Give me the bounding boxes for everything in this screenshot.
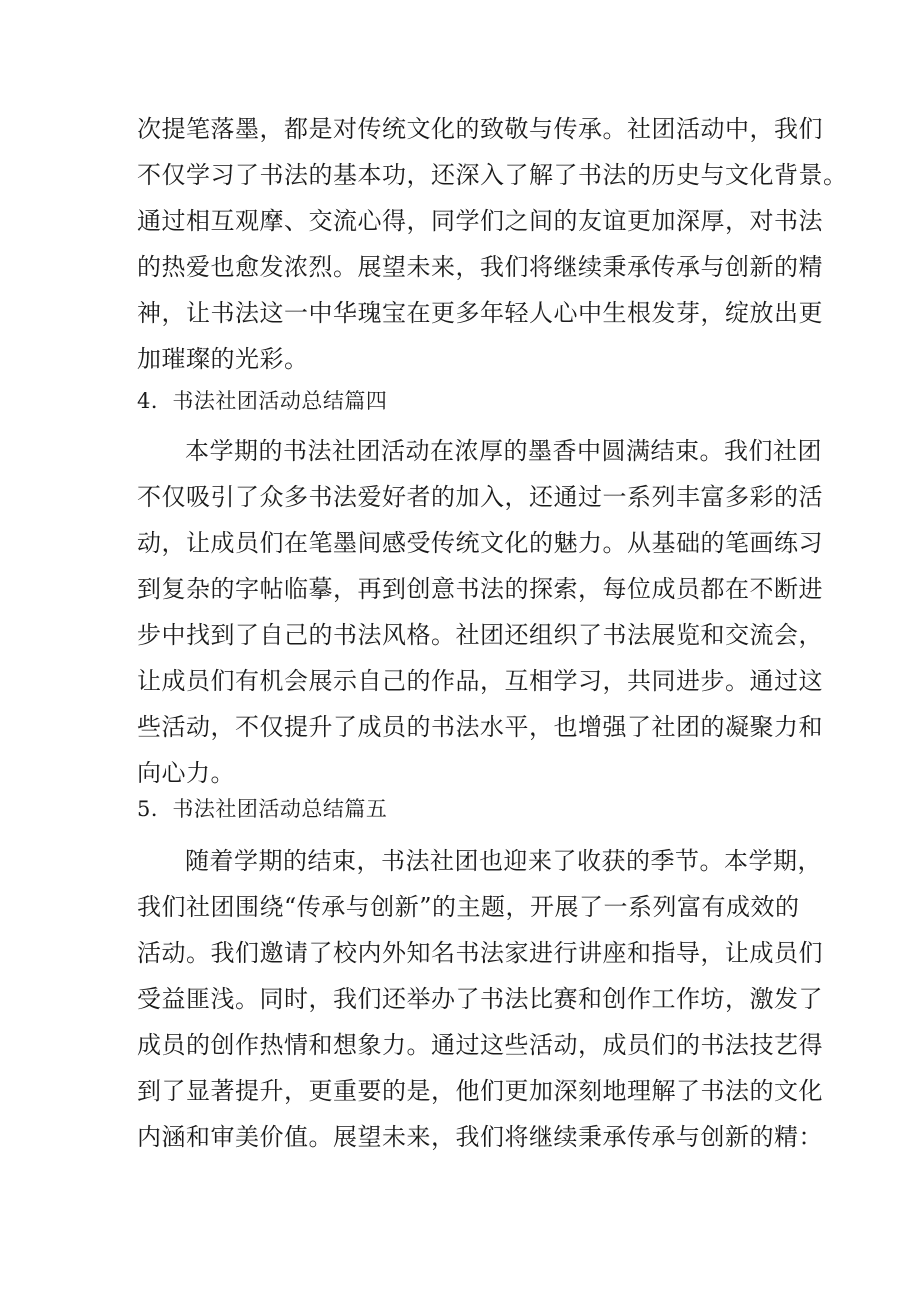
paragraph-line: 不仅吸引了众多书法爱好者的加入，还通过一系列丰富多彩的活 <box>137 483 823 511</box>
paragraph-line: 次提笔落墨，都是对传统文化的致敬与传承。社团活动中，我们 <box>137 115 823 143</box>
paragraph-line: 到了显著提升，更重要的是，他们更加深刻地理解了书法的文化 <box>137 1077 823 1105</box>
paragraph-section-5 <box>137 838 823 1160</box>
paragraph-line: 些活动，不仅提升了成员的书法水平，也增强了社团的凝聚力和 <box>137 713 823 741</box>
paragraph-line: 动，让成员们在笔墨间感受传统文化的魅力。从基础的笔画练习 <box>137 529 823 557</box>
paragraph-line: 不仅学习了书法的基本功，还深入了解了书法的历史与文化背景。 <box>137 161 848 189</box>
paragraph-line: 内涵和审美价值。展望未来，我们将继续秉承传承与创新的精： <box>137 1123 823 1151</box>
paragraph-line: 让成员们有机会展示自己的作品，互相学习，共同进步。通过这 <box>137 667 823 695</box>
paragraph-line: 成员的创作热情和想象力。通过这些活动，成员们的书法技艺得 <box>137 1031 823 1059</box>
section-heading-4: 4．书法社团活动总结篇四 <box>137 389 388 413</box>
paragraph-section-4 <box>137 428 823 796</box>
paragraph-line: 向心力。 <box>137 759 235 787</box>
paragraph-line: 的热爱也愈发浓烈。展望未来，我们将继续秉承传承与创新的精 <box>137 253 823 281</box>
paragraph-line: 到复杂的字帖临摹，再到创意书法的探索，每位成员都在不断进 <box>137 575 823 603</box>
paragraph-line: 神，让书法这一中华瑰宝在更多年轻人心中生根发芽，绽放出更 <box>137 299 823 327</box>
paragraph-line: 通过相互观摩、交流心得，同学们之间的友谊更加深厚，对书法 <box>137 207 823 235</box>
paragraph-line: 活动。我们邀请了校内外知名书法家进行讲座和指导，让成员们 <box>137 939 823 967</box>
paragraph-line: 受益匪浅。同时，我们还举办了书法比赛和创作工作坊，激发了 <box>137 985 823 1013</box>
paragraph-line: 随着学期的结束，书法社团也迎来了收获的季节。本学期， <box>185 847 822 875</box>
paragraph-continued <box>137 106 848 382</box>
paragraph-line: 我们社团围绕“传承与创新”的主题，开展了一系列富有成效的 <box>137 893 800 921</box>
section-heading-5: 5．书法社团活动总结篇五 <box>137 797 388 821</box>
paragraph-line: 本学期的书法社团活动在浓厚的墨香中圆满结束。我们社团 <box>185 437 822 465</box>
paragraph-line: 加璀璨的光彩。 <box>137 345 309 373</box>
paragraph-line: 步中找到了自己的书法风格。社团还组织了书法展览和交流会， <box>137 621 823 649</box>
